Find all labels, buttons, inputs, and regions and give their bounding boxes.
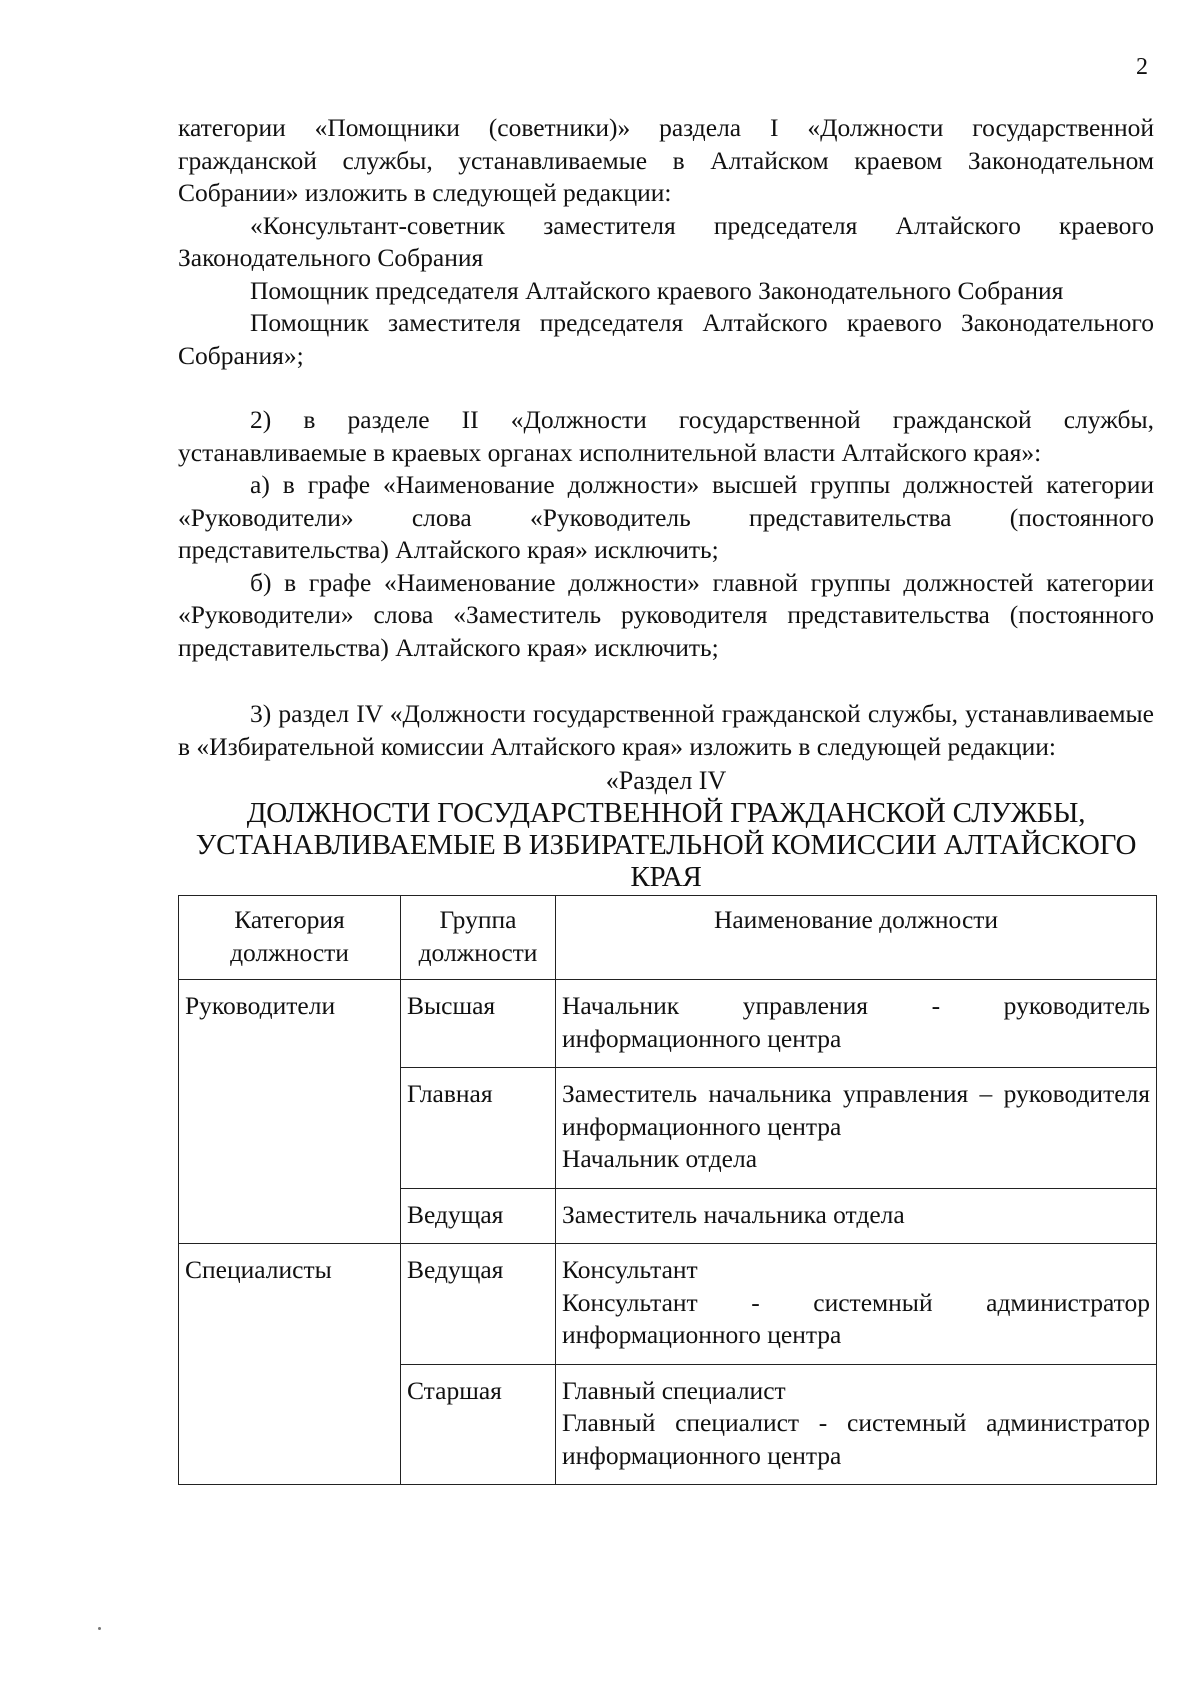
- position-name: Начальник управления - руководитель информационного центра: [562, 991, 1150, 1053]
- cell-group: Ведущая: [401, 1188, 556, 1244]
- cell-names: [556, 1188, 1157, 1244]
- paragraph-3: Помощник председателя Алтайского краевого Законодательного Собрания: [250, 275, 1064, 305]
- cell-names: [556, 980, 1157, 1068]
- cell-group: Ведущая: [401, 1244, 556, 1365]
- position-name: Заместитель начальника отдела: [562, 1199, 905, 1229]
- paragraph-6: а) в графе «Наименование должности» высшей группы должностей категории «Руководители» слова «Руководитель представительства (постоянного представительства) Алтайского края» исключить;: [178, 470, 1154, 564]
- header-group: Группа должности: [401, 896, 556, 980]
- cell-group: Высшая: [401, 980, 556, 1068]
- section-title: ДОЛЖНОСТИ ГОСУДАРСТВЕННОЙ ГРАЖДАНСКОЙ СЛУЖБЫ, УСТАНАВЛИВАЕМЫЕ В ИЗБИРАТЕЛЬНОЙ КОМИССИИ АЛТАЙСКОГО КРАЯ: [195, 797, 1137, 893]
- table-row: [179, 1244, 1157, 1365]
- header-category: Категория должности: [179, 896, 401, 980]
- section-heading: «Раздел IV: [605, 766, 727, 795]
- cell-names: [556, 1364, 1157, 1485]
- cell-names: [556, 1068, 1157, 1189]
- table-row: [179, 980, 1157, 1068]
- page-number: 2: [1136, 54, 1148, 80]
- paragraph-4: Помощник заместителя председателя Алтайского краевого Законодательного Собрания»;: [178, 308, 1154, 370]
- cell-names: [556, 1244, 1157, 1365]
- cell-category: Руководители: [179, 980, 401, 1244]
- position-name: Консультант: [562, 1255, 698, 1284]
- paragraph-7: б) в графе «Наименование должности» главной группы должностей категории «Руководители» слова «Заместитель руководителя представительства (постоянного представительства) Алтайского края» исключить;: [178, 567, 1154, 662]
- table-header-row: [179, 896, 1157, 980]
- positions-table: [178, 895, 1157, 1485]
- paragraph-1: категории «Помощники (советники)» раздела I «Должности государственной гражданской службы, устанавливаемые в Алтайском краевом Законодательном Собрании» изложить в следующей редакции:: [178, 113, 1154, 207]
- paragraph-8: 3) раздел IV «Должности государственной гражданской службы, устанавливаемые в «Избирательной комиссии Алтайского края» изложить в следующей редакции:: [178, 699, 1154, 761]
- paragraph-5: 2) в разделе II «Должности государственной гражданской службы, устанавливаемые в краевых органах исполнительной власти Алтайского края»:: [178, 405, 1154, 467]
- header-name: Наименование должности: [556, 896, 1157, 980]
- position-name: Заместитель начальника управления – руководителя информационного центра: [562, 1079, 1150, 1141]
- position-name: Консультант - системный администратор информационного центра: [562, 1287, 1150, 1349]
- position-name: Начальник отдела: [562, 1144, 758, 1173]
- position-name: Главный специалист: [562, 1375, 786, 1405]
- cell-category: Специалисты: [179, 1244, 401, 1485]
- paragraph-2: «Консультант-советник заместителя председателя Алтайского краевого Законодательного Собрания: [178, 210, 1154, 272]
- scan-dot-mark: [98, 1627, 101, 1630]
- position-name: Главный специалист - системный администратор информационного центра: [562, 1408, 1150, 1470]
- cell-group: Главная: [401, 1068, 556, 1189]
- document-body: [178, 112, 1154, 1485]
- cell-group: Старшая: [401, 1364, 556, 1485]
